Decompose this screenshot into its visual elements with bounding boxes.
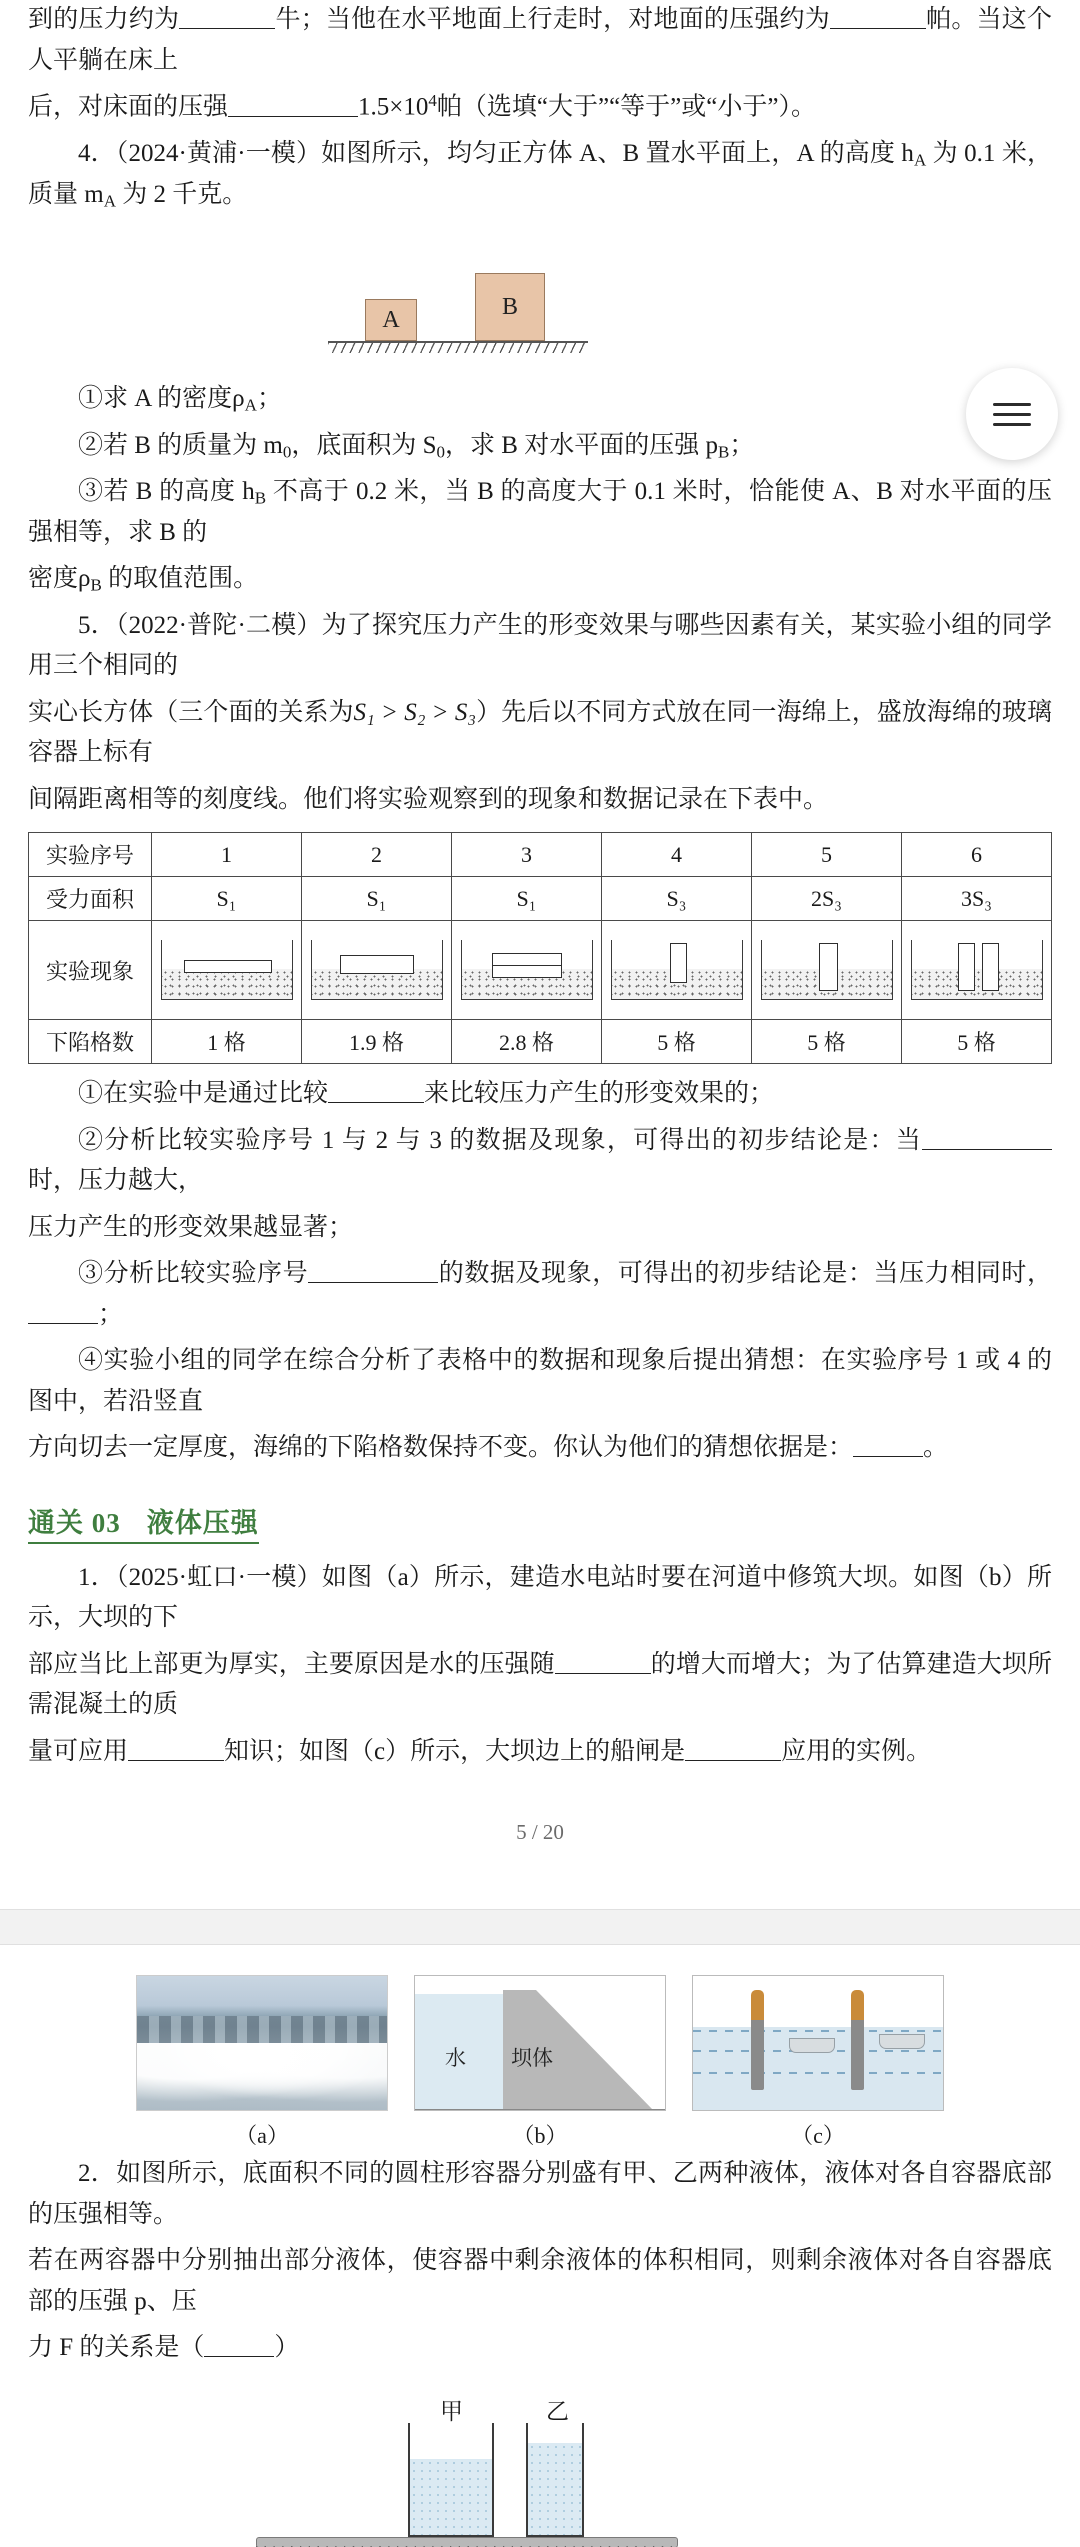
section3-question-2-line3: [28, 2328, 1052, 2369]
block-vertical-wide: [819, 943, 838, 991]
fill-blank[interactable]: [28, 1298, 98, 1324]
cell-depth-6: 5 格: [902, 1020, 1052, 1064]
liquid-left: [410, 2459, 492, 2535]
figure-a: [136, 1975, 388, 2150]
hamburger-line-3: [993, 423, 1031, 426]
figure-two-cylinders: [28, 2387, 1052, 2547]
section3-question-1-line2: [28, 1645, 1052, 1726]
s3q1-d: 量可应用: [28, 1737, 129, 1765]
q4-sub-a: A: [913, 150, 927, 170]
row-header-serial: 实验序号: [29, 833, 152, 877]
section-heading: [28, 1501, 259, 1544]
question-5-stem-line2: [28, 693, 1052, 774]
q3-text-e: 帕（选填“大于”“等于”或“小于”）。: [436, 93, 816, 121]
figure-blocks-ab: [28, 241, 1052, 361]
block-b: B: [475, 273, 545, 341]
cell-area-5: 2S₃: [752, 877, 902, 921]
q4-p3-sub2: B: [90, 575, 102, 595]
fill-blank[interactable]: [328, 1077, 424, 1103]
cell-serial-3: 3: [452, 833, 602, 877]
question-3-line2: [28, 87, 1052, 128]
phenomenon-figure-6: [902, 921, 1052, 1020]
experiment-table: [28, 832, 1052, 1064]
q4-p3-a: ③若 B 的高度 h: [78, 478, 255, 505]
q4-p3-sub1: B: [254, 488, 267, 508]
dam-photo: [136, 1975, 388, 2111]
cylinder-right: [526, 2423, 584, 2537]
section-code: 通关 03: [28, 1507, 121, 1538]
figure-row-dam: [28, 1975, 1052, 2150]
block-vertical-left: [958, 943, 975, 991]
question-5-part-3: [28, 1254, 1052, 1335]
q5-text-c: ）先后以不同方式放在同一海绵上，盛放海绵的玻璃容器上标有: [28, 698, 1052, 766]
question-4-part-3-cont: [28, 559, 1052, 600]
q4-p2-c: ，求 B 对水平面的压强 p: [445, 431, 718, 459]
ship-lock-diagram: [692, 1975, 944, 2111]
q4-p2-b: ，底面积为 S: [291, 431, 437, 459]
row-header-area: 受力面积: [29, 877, 152, 921]
q4-p2-d: ；: [729, 431, 755, 459]
section3-question-1-line3: [28, 1732, 1052, 1773]
q4-p3-c: 密度ρ: [28, 565, 91, 592]
cell-area-3: S₁: [452, 877, 602, 921]
q3-text-a: 到的压力约为: [28, 6, 180, 33]
q5-text-d: 间隔距离相等的刻度线。他们将实验观察到的现象和数据记录在下表中。: [28, 785, 829, 813]
figure-caption-a: （a）: [235, 2123, 289, 2148]
q5-p3-c: ；: [98, 1300, 124, 1328]
s3q2-a: 2．如图所示，底面积不同的圆柱形容器分别盛有甲、乙两种液体，液体对各自容器底部的压强相等。: [28, 2160, 1052, 2228]
q4-p3-d: 的取值范围。: [101, 565, 259, 592]
fill-blank[interactable]: [179, 3, 275, 29]
table-row-phenomenon: [29, 921, 1052, 1020]
question-5-stem-line1: [28, 606, 1052, 687]
page-number: 5 / 20: [516, 1820, 564, 1844]
s3q1-c: 的增大而增大；为了估算建造大坝所需混凝土的质: [28, 1650, 1052, 1718]
ground-hatching: [328, 342, 588, 353]
q5-p4-a: ④实验小组的同学在综合分析了表格中的数据和现象后提出猜想：在实验序号 1 或 4 的图中，若沿竖直: [28, 1347, 1052, 1415]
q5-p3-b: 的数据及现象，可得出的初步结论是：当压力相同时，: [438, 1260, 1052, 1287]
q3-text-c: 帕。当这个人平躺在床上: [28, 6, 1052, 74]
q5-p4-b: 方向切去一定厚度，海绵的下陷格数保持不变。你认为他们的猜想依据是：: [28, 1434, 854, 1461]
q4-p2-sub3: B: [717, 441, 730, 461]
cell-depth-1: 1 格: [152, 1020, 302, 1064]
water-line-1: [693, 2030, 943, 2032]
figure-c: [692, 1975, 944, 2150]
question-4-part-3: [28, 472, 1052, 553]
phenomenon-figure-4: [602, 921, 752, 1020]
sponge-container: [761, 940, 893, 1000]
table-row-serial: [29, 833, 1052, 877]
s3q2-c: 力 F 的关系是（: [28, 2334, 205, 2361]
question-5-part-1: [28, 1074, 1052, 1115]
question-5-part-2: [28, 1121, 1052, 1202]
q4-p3-b: 不高于 0.2 米，当 B 的高度大于 0.1 米时，恰能使 A、B 对水平面的压强相等，求 B 的: [28, 478, 1052, 546]
figure-caption-b: （b）: [512, 2123, 568, 2148]
q4-text-a: 4．（2024·黄浦·一模）如图所示，均匀正方体 A、B 置水平面上，A 的高度 h: [78, 140, 914, 167]
q4-sub-b: A: [103, 190, 116, 210]
cell-serial-5: 5: [752, 833, 902, 877]
s3q1-f: 应用的实例。: [781, 1737, 932, 1765]
table-row-area: [29, 877, 1052, 921]
page-content-next: [0, 1975, 1080, 2547]
boat-left: [789, 2038, 835, 2053]
cell-serial-2: 2: [302, 833, 452, 877]
cell-area-6: 3S₃: [902, 877, 1052, 921]
label-jia: 甲: [440, 2398, 463, 2424]
question-4-part-1: [28, 379, 1052, 420]
lock-gate-left: [751, 1990, 764, 2090]
sponge-material: [912, 969, 1042, 999]
q4-text-b: 为 0.1 米，质量 m: [28, 140, 1052, 208]
question-4-part-2: [28, 426, 1052, 467]
water-line-3: [693, 2072, 943, 2074]
cell-area-1: S₁: [152, 877, 302, 921]
sponge-container: [161, 940, 293, 1000]
figure-b: [414, 1975, 666, 2150]
cell-depth-3: 2.8 格: [452, 1020, 602, 1064]
q4-text-c: 为 2 千克。: [115, 180, 248, 208]
fill-blank[interactable]: [830, 3, 926, 29]
label-yi: 乙: [546, 2398, 569, 2424]
table-row-depth: [29, 1020, 1052, 1064]
q5-p2-a: ②分析比较实验序号 1 与 2 与 3 的数据及现象，可得出的初步结论是：当: [78, 1126, 922, 1154]
sponge-container: [911, 940, 1043, 1000]
q5-p1-a: ①在实验中是通过比较: [78, 1080, 329, 1107]
s3q2-d: ）: [274, 2334, 300, 2361]
q5-area-relation: S₁ > S₂ > S₃: [353, 698, 477, 726]
q5-text-b: 实心长方体（三个面的关系为: [28, 698, 354, 726]
cell-area-4: S₃: [602, 877, 752, 921]
page-separator: [0, 1909, 1080, 1945]
section-title: 液体压强: [146, 1507, 259, 1538]
q4-p1-sub: A: [244, 395, 257, 415]
q4-p1-b: ；: [256, 385, 282, 412]
s3q1-e: 知识；如图（c）所示，大坝边上的船闸是: [224, 1737, 686, 1765]
phenomenon-figure-5: [752, 921, 902, 1020]
cell-serial-6: 6: [902, 833, 1052, 877]
phenomenon-figure-2: [302, 921, 452, 1020]
answer-blank[interactable]: [204, 2331, 274, 2357]
q3-text-d: 后，对床面的压强: [28, 93, 229, 121]
fill-blank[interactable]: [685, 1735, 781, 1761]
hamburger-line-1: [993, 403, 1031, 406]
dam-body-label: 坝体: [511, 2046, 553, 2070]
boat-right: [879, 2034, 925, 2049]
section3-question-1-line1: [28, 1558, 1052, 1639]
q4-p2-sub1: 0: [282, 441, 292, 461]
cell-depth-2: 1.9 格: [302, 1020, 452, 1064]
cell-serial-1: 1: [152, 833, 302, 877]
question-4-stem: [28, 134, 1052, 215]
fill-blank[interactable]: [922, 1124, 1052, 1150]
q3-value: 1.5×10: [358, 93, 429, 121]
q4-p2-a: ②若 B 的质量为 m: [78, 431, 283, 459]
dam-baseline: [415, 2109, 665, 2110]
s3q1-b: 部应当比上部更为厚实，主要原因是水的压强随: [28, 1650, 555, 1678]
cell-area-2: S₁: [302, 877, 452, 921]
q5-p3-a: ③分析比较实验序号: [78, 1260, 309, 1287]
liquid-right: [528, 2443, 582, 2535]
q5-p2-b: 时，压力越大，: [28, 1167, 204, 1194]
sponge-container: [461, 940, 593, 1000]
row-header-depth: 下陷格数: [29, 1020, 152, 1064]
sponge-container: [611, 940, 743, 1000]
menu-button[interactable]: [966, 368, 1058, 460]
block-vertical-right: [982, 943, 999, 991]
row-header-phenomenon: 实验现象: [29, 921, 152, 1020]
block-flat-lower: [492, 965, 562, 978]
water-label: 水: [445, 2046, 466, 2070]
block-flat-double: [340, 955, 414, 974]
dam-cross-section: [414, 1975, 666, 2111]
question-5-part-2-cont: [28, 1208, 1052, 1249]
question-5-stem-line3: [28, 780, 1052, 821]
cell-serial-4: 4: [602, 833, 752, 877]
q5-p4-c: 。: [923, 1434, 949, 1461]
fill-blank[interactable]: [128, 1735, 224, 1761]
section3-question-2-line1: [28, 2154, 1052, 2235]
q5-text-a: 5．（2022·普陀·二模）为了探究压力产生的形变效果与哪些因素有关，某实验小组的同学用三个相同的: [28, 611, 1052, 679]
question-5-part-4-cont: [28, 1428, 1052, 1469]
q4-p2-sub2: 0: [436, 441, 446, 461]
fill-blank[interactable]: [555, 1648, 651, 1674]
sponge-container: [311, 940, 443, 1000]
q3-text-b: 牛；当他在水平地面上行走时，对地面的压强约为: [275, 6, 830, 33]
section3-question-2-line2: [28, 2241, 1052, 2322]
q5-p1-b: 来比较压力产生的形变效果的；: [424, 1080, 775, 1107]
q5-p2-c: 压力产生的形变效果越显著；: [28, 1213, 354, 1241]
block-a: A: [365, 299, 417, 341]
question-5-part-4: [28, 1341, 1052, 1422]
phenomenon-figure-3: [452, 921, 602, 1020]
figure-caption-c: （c）: [791, 2123, 845, 2148]
q3-exponent: 4: [428, 91, 437, 110]
fill-blank[interactable]: [228, 91, 358, 117]
cylinder-left: [408, 2423, 494, 2537]
question-3-continuation: [28, 0, 1052, 81]
fill-blank[interactable]: [308, 1257, 438, 1283]
sponge-material: [162, 969, 292, 999]
table-hatching: [256, 2546, 676, 2547]
fill-blank[interactable]: [853, 1431, 923, 1457]
s3q1-a: 1．（2025·虹口·一模）如图（a）所示，建造水电站时要在河道中修筑大坝。如图（b）所示，大坝的下: [28, 1563, 1052, 1631]
cell-depth-4: 5 格: [602, 1020, 752, 1064]
phenomenon-figure-1: [152, 921, 302, 1020]
hamburger-line-2: [993, 413, 1031, 416]
q4-p1-a: ①求 A 的密度ρ: [78, 385, 245, 412]
lock-gate-right: [851, 1990, 864, 2090]
cell-depth-5: 5 格: [752, 1020, 902, 1064]
block-vertical: [670, 943, 687, 983]
block-flat: [184, 960, 272, 973]
s3q2-b: 若在两容器中分别抽出部分液体，使容器中剩余液体的体积相同，则剩余液体对各自容器底部的压强 p、压: [28, 2247, 1052, 2315]
